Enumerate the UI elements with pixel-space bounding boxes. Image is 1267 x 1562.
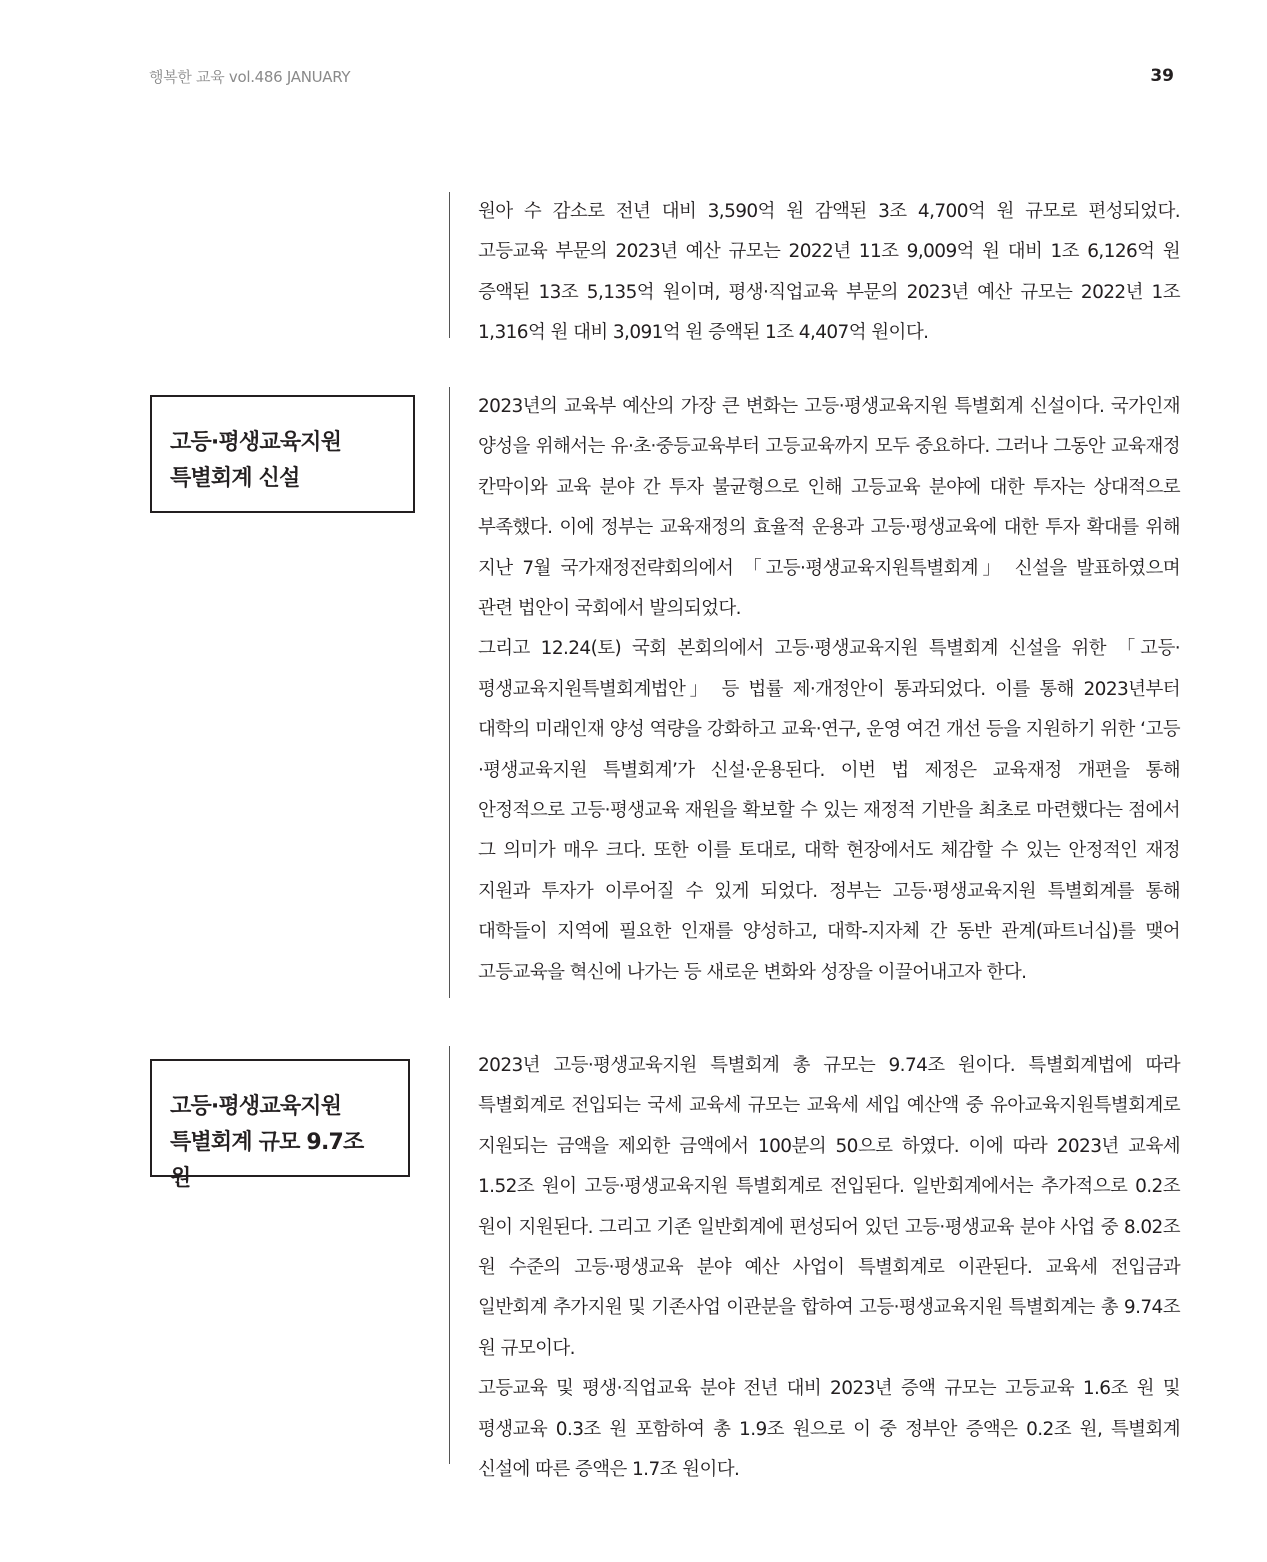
section-heading-line: 고등·평생교육지원: [170, 1094, 342, 1119]
intro-text-block: [449, 192, 1180, 344]
body-paragraph: 그리고 12.24(토) 국회 본회의에서 고등·평생교육지원 특별회계 신설을 위한 「고등·평생교육지원특별회계법안」 등 법률 제·개정안이 통과되었다. 이를 통해 2023년부터 대학의 미래인재 양성 역량을 강화하고 교육·연구, 운영 여건 개선 등을 지원하기 위한 ‘고등·평생교육지원 특별회계’가 신설·운용된다. 이번 법 제정은 교육재정 개편을 통해 안정적으로 고등·평생교육 재원을 확보할 수 있는 재정적 기반을 최초로 마련했다는 점에서 그 의미가 매우 크다. 또한 이를 토대로, 대학 현장에서도 체감할 수 있는 안정적인 재정 지원과 투자가 이루어질 수 있게 되었다. 정부는 고등·평생교육지원 특별회계를 통해 대학들이 지역에 필요한 인재를 양성하고, 대학-지자체 간 동반 관계(파트너십)를 맺어 고등교육을 혁신에 나가는 등 새로운 변화와 성장을 이끌어내고자 한다.: [478, 638, 1180, 983]
body-paragraph: 고등교육 및 평생·직업교육 분야 전년 대비 2023년 증액 규모는 고등교육 1.6조 원 및 평생교육 0.3조 원 포함하여 총 1.9조 원으로 이 중 정부안 증액은 0.2조 원, 특별회계 신설에 따른 증액은 1.7조 원이다.: [478, 1378, 1180, 1481]
body-paragraph: 2023년 고등·평생교육지원 특별회계 총 규모는 9.74조 원이다. 특별회계법에 따라 특별회계로 전입되는 국세 교육세 규모는 교육세 세입 예산액 중 유아교육지원특별회계로 지원되는 금액을 제외한 금액에서 100분의 50으로 하였다. 이에 따라 2023년 교육세 1.52조 원이 고등·평생교육지원 특별회계로 전입된다. 일반회계에서는 추가적으로 0.2조 원이 지원된다. 그리고 기존 일반회계에 편성되어 있던 고등·평생교육 분야 사업 중 8.02조 원 수준의 고등·평생교육 분야 예산 사업이 특별회계로 이관된다. 교육세 전입금과 일반회계 추가지원 및 기존사업 이관분을 합하여 고등·평생교육지원 특별회계는 총 9.74조 원 규모이다.: [478, 1055, 1180, 1359]
section-heading-box: [150, 395, 415, 513]
section-heading-line: 특별회계 규모 9.7조 원: [170, 1130, 364, 1191]
body-paragraph: 2023년의 교육부 예산의 가장 큰 변화는 고등·평생교육지원 특별회계 신설이다. 국가인재 양성을 위해서는 유·초·중등교육부터 고등교육까지 모두 중요하다. 그러나 그동안 교육재정 칸막이와 교육 분야 간 투자 불균형으로 인해 고등교육 분야에 대한 투자는 상대적으로 부족했다. 이에 정부는 교육재정의 효율적 운용과 고등·평생교육에 대한 투자 확대를 위해 지난 7월 국가재정전략회의에서 「고등·평생교육지원특별회계」 신설을 발표하였으며 관련 법안이 국회에서 발의되었다.: [478, 396, 1180, 620]
section-heading-line: 특별회계 신설: [170, 466, 300, 491]
body-paragraph: 원아 수 감소로 전년 대비 3,590억 원 감액된 3조 4,700억 원 규모로 편성되었다. 고등교육 부문의 2023년 예산 규모는 2022년 11조 9,009억 원 대비 1조 6,126억 원 증액된 13조 5,135억 원이며, 평생·직업교육 부문의 2023년 예산 규모는 2022년 1조 1,316억 원 대비 3,091억 원 증액된 1조 4,407억 원이다.: [478, 201, 1180, 344]
page-number: 39: [1150, 66, 1174, 86]
account-scale-text-block: [449, 1046, 1180, 1481]
special-account-text-block: [449, 387, 1180, 998]
magazine-header: 행복한 교육 vol.486 JANUARY: [149, 68, 351, 86]
section-heading-line: 고등·평생교육지원: [170, 430, 342, 455]
section-heading-box: [150, 1059, 410, 1191]
